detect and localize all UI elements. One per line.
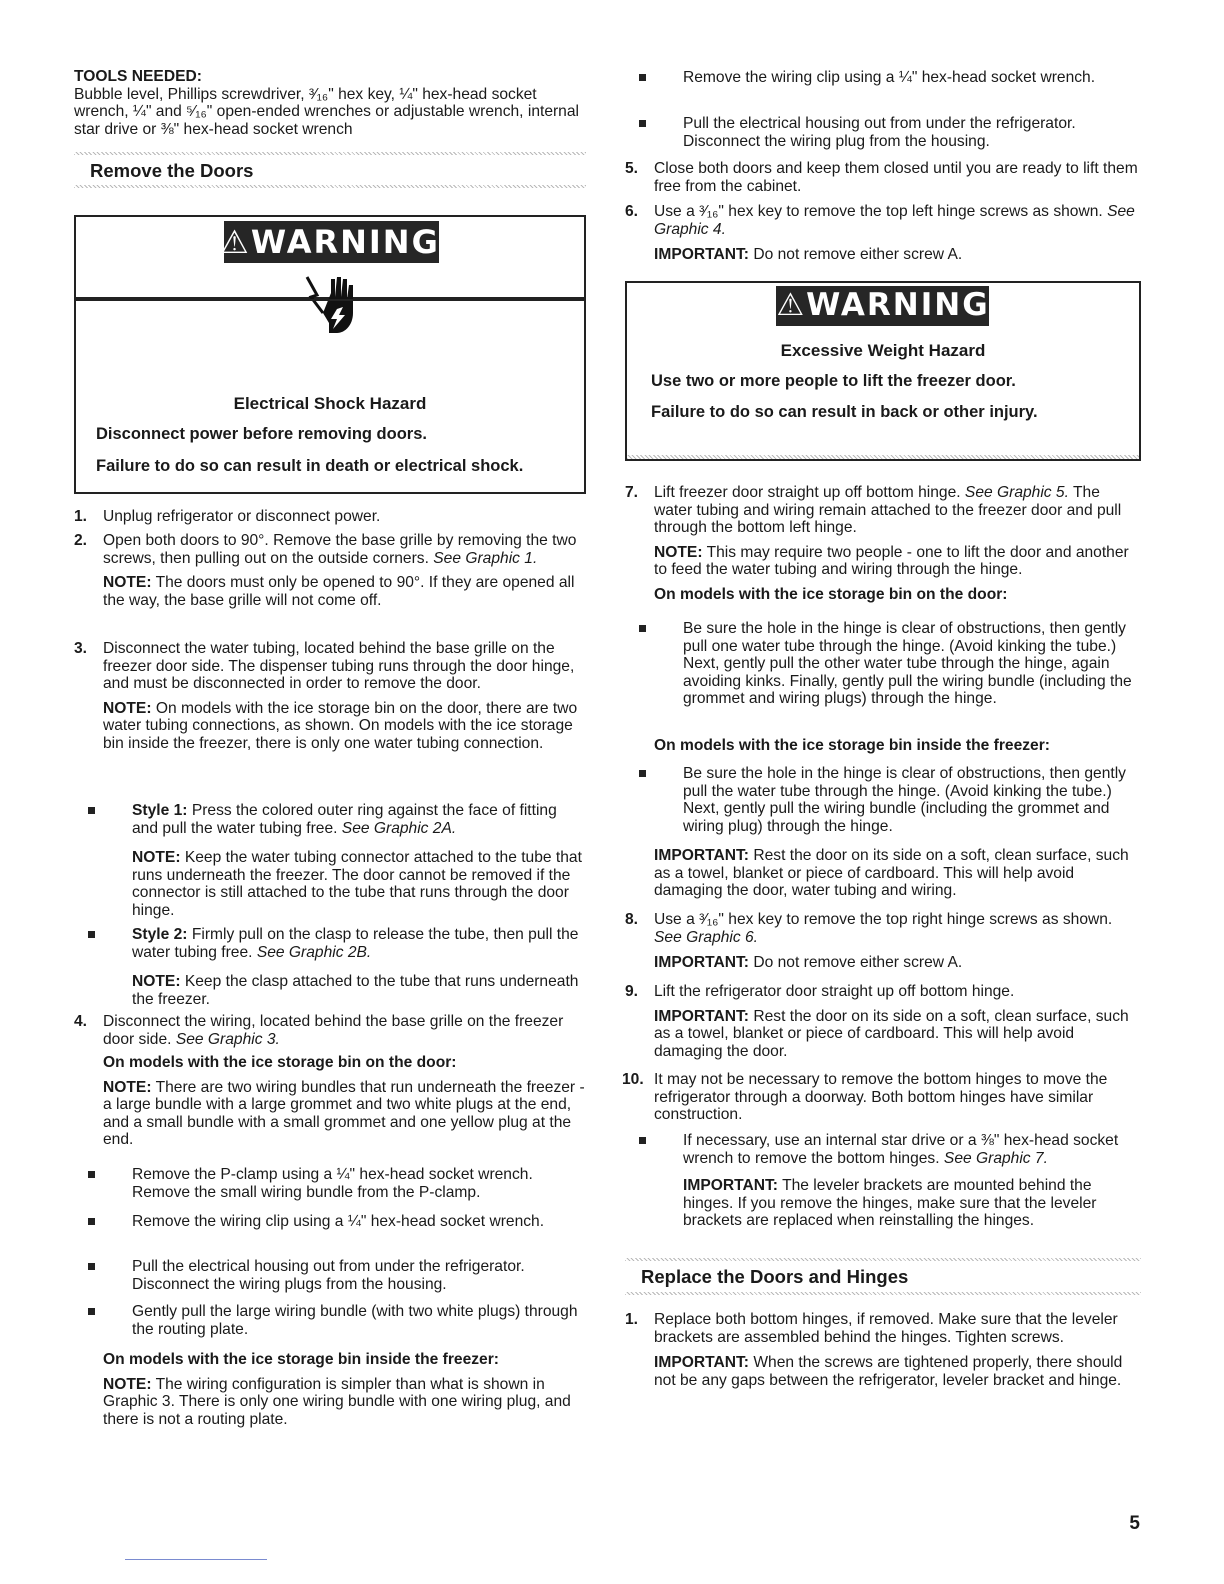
electrical-shock-hand-icon — [301, 273, 363, 337]
step-text: Lift the refrigerator door straight up off bottom hinge. — [654, 983, 1015, 1000]
bullet-text: Pull the electrical housing out from under the refrigerator. Disconnect the wiring plugs from the housing. — [132, 1258, 525, 1293]
bullet-square-icon — [88, 807, 95, 814]
bullet-text: If necessary, use an internal star drive or a ⅜" hex-head socket wrench to remove the bottom hinges. — [683, 1132, 1119, 1167]
inside-freezer-bullet-1 — [625, 69, 1141, 87]
bullet-square-icon — [88, 1171, 95, 1178]
bottom-hinge-bullet — [625, 1132, 1141, 1230]
inside-bin-bullet — [625, 765, 1141, 835]
electrical-shock-warning — [74, 215, 586, 494]
note-label: NOTE: — [103, 1375, 152, 1393]
important-text: Do not remove either screw A. — [753, 246, 963, 263]
graphic-ref: See Graphic 3. — [175, 1030, 280, 1048]
important-text: The leveler brackets are mounted behind the hinges. If you remove the hinges, make sure that the leveler brackets are replaced when reinstalling the hinges. — [683, 1177, 1097, 1229]
note-label: NOTE: — [132, 973, 181, 990]
bullet-square-icon — [639, 120, 646, 127]
step-text: Open both doors to 90°. Remove the base grille by removing the two screws, then pulling out on the outside corners. — [103, 532, 577, 567]
step-number: 9. — [625, 983, 639, 1000]
wiring-bullet-1 — [74, 1166, 586, 1201]
step-number: 7. — [625, 484, 639, 501]
graphic-ref: See Graphic 6. — [654, 928, 759, 946]
bullet-square-icon — [639, 1137, 646, 1144]
important-text: Do not remove either screw A. — [753, 954, 963, 971]
warning-title: ⚠WARNING — [776, 287, 990, 323]
subheading: On models with the ice storage bin inside the freezer: — [103, 1351, 499, 1368]
bullet-square-icon — [639, 770, 646, 777]
important-label: IMPORTANT: — [654, 954, 749, 971]
important-label: IMPORTANT: — [654, 1007, 749, 1025]
header-bottom-rule — [74, 185, 586, 188]
graphic-ref: See Graphic 2A. — [341, 819, 457, 837]
warning-divider — [76, 299, 584, 301]
note-text: This may require two people - one to lift the door and another to feed the water tubing and wiring through the hinge. — [654, 543, 1129, 578]
remove-step-7 — [625, 484, 1141, 603]
step-text-2: The water tubing and wiring remain attached to the freezer door and pull through the bottom left hinge. — [654, 484, 1122, 536]
header-top-rule — [625, 1258, 1141, 1261]
step-number: 10. — [622, 1071, 644, 1088]
inside-freezer-wiring — [103, 1351, 586, 1428]
bullet-text: Remove the wiring clip using a ¼" hex-head socket wrench. — [683, 69, 1096, 86]
step-number: 8. — [625, 911, 639, 928]
remove-step-10 — [622, 1071, 1141, 1124]
remove-step-4 — [74, 1013, 586, 1149]
step-number: 1. — [625, 1311, 639, 1328]
warning-band — [627, 283, 1139, 329]
step-7-important — [654, 847, 1141, 900]
warning-hazard: Electrical Shock Hazard — [233, 394, 427, 413]
wiring-bullet-3 — [74, 1258, 586, 1293]
step-number: 3. — [74, 640, 88, 657]
footer-rule — [125, 1559, 267, 1560]
remove-step-9 — [625, 983, 1141, 1060]
step-text: Replace both bottom hinges, if removed. Make sure that the leveler brackets are assembled behind the hinges. Tighten screws. — [654, 1311, 1118, 1346]
important-text: Rest the door on its side on a soft, clean surface, such as a towel, blanket or piece of cardboard. This will help avoid damaging the door. — [654, 1007, 1129, 1060]
graphic-ref: See Graphic 1. — [433, 549, 538, 567]
replace-doors-title: Replace the Doors and Hinges — [641, 1266, 909, 1287]
warning-hazard: Excessive Weight Hazard — [780, 341, 986, 360]
bullet-text: Gently pull the large wiring bundle (with two white plugs) through the routing plate. — [132, 1303, 578, 1338]
remove-step-5 — [625, 160, 1141, 195]
note-text: On models with the ice storage bin on the door, there are two water tubing connections, as shown. On models with the ice storage bin inside the freezer, there is only one water tubing connection. — [103, 699, 578, 752]
step-number: 6. — [625, 203, 639, 220]
style-label: Style 1: — [132, 802, 188, 819]
style-1-bullet — [74, 802, 586, 919]
header-bottom-rule — [625, 1292, 1141, 1295]
step-text: Use a ³⁄₁₆" hex key to remove the top left hinge screws as shown. — [654, 203, 1103, 220]
important-label: IMPORTANT: — [654, 1354, 749, 1371]
step-text: Disconnect the wiring, located behind the base grille on the freezer door side. — [103, 1013, 564, 1048]
step-number: 1. — [74, 508, 88, 525]
step-number: 2. — [74, 532, 88, 549]
graphic-ref: See Graphic 4. — [654, 203, 1135, 238]
remove-step-2 — [74, 532, 586, 609]
graphic-ref: See Graphic 5. — [964, 484, 1069, 501]
note-label: NOTE: — [103, 1078, 152, 1096]
remove-doors-header — [74, 152, 586, 188]
bullet-text: Remove the P-clamp using a ¼" hex-head socket wrench. Remove the small wiring bundle from the P-clamp. — [132, 1166, 533, 1201]
remove-doors-title: Remove the Doors — [90, 160, 254, 181]
note-text: Keep the water tubing connector attached to the tube that runs underneath the freezer. The door cannot be removed if the connector is still attached to the tube that runs through the door hinge. — [132, 849, 582, 919]
important-label: IMPORTANT: — [654, 847, 749, 864]
important-text: When the screws are tightened properly, there should not be any gaps between the refrigerator, leveler bracket and hinge. — [654, 1354, 1123, 1389]
subheading: On models with the ice storage bin on the door: — [654, 585, 1008, 603]
style-2-bullet — [74, 926, 586, 1008]
warning-line-1: Disconnect power before removing doors. — [96, 425, 427, 443]
warning-title: ⚠WARNING — [220, 223, 440, 261]
replace-doors-header — [625, 1258, 1141, 1294]
tools-heading: TOOLS NEEDED: — [74, 68, 202, 85]
bullet-square-icon — [88, 1218, 95, 1225]
bullet-text: Remove the wiring clip using a ¼" hex-head socket wrench. — [132, 1213, 545, 1230]
step-text: Unplug refrigerator or disconnect power. — [103, 508, 381, 525]
style-text: Press the colored outer ring against the face of fitting and pull the water tubing free. — [132, 802, 557, 837]
tools-section — [74, 68, 586, 138]
step-text: Lift freezer door straight up off bottom hinge. — [654, 484, 961, 501]
important-label: IMPORTANT: — [683, 1177, 778, 1194]
step-number: 4. — [74, 1013, 88, 1030]
note-label: NOTE: — [654, 543, 703, 561]
step-text: Close both doors and keep them closed until you are ready to lift them free from the cabinet. — [654, 160, 1138, 195]
bullet-text: Be sure the hole in the hinge is clear of obstructions, then gently pull the water tube through the hinge. (Avoid kinking the tube.) Next, gently pull the wiring bundle (including the grommet and wiring plug) through the hinge. — [683, 765, 1126, 835]
bullet-square-icon — [88, 931, 95, 938]
warning-band — [76, 217, 584, 267]
graphic-ref: See Graphic 7. — [943, 1149, 1048, 1167]
style-label: Style 2: — [132, 926, 188, 943]
important-text: Rest the door on its side on a soft, clean surface, such as a towel, blanket or piece of cardboard. This will help avoid damaging the door, water tubing and wiring. — [654, 847, 1129, 899]
note-text: There are two wiring bundles that run underneath the freezer - a large bundle with a large grommet and two white plugs at the end, and a small bundle with a small grommet and one yellow plug at the end. — [103, 1078, 585, 1148]
important-label: IMPORTANT: — [654, 246, 749, 263]
door-bin-bullet — [625, 620, 1141, 708]
note-label: NOTE: — [132, 849, 181, 866]
warning-line-2: Failure to do so can result in death or electrical shock. — [96, 457, 524, 475]
subheading: On models with the ice storage bin inside the freezer: — [654, 737, 1050, 754]
tools-text: Bubble level, Phillips screwdriver, ³⁄₁₆" hex key, ¼" hex-head socket wrench, ¼" and ⁵⁄₁₆" open-ended wrenches or adjustable wrench, internal star drive or ⅜" hex-head socket wrench — [74, 85, 579, 138]
step-text: Use a ³⁄₁₆" hex key to remove the top right hinge screws as shown. — [654, 911, 1113, 928]
subheading: On models with the ice storage bin on the door: — [103, 1054, 457, 1071]
bullet-square-icon — [88, 1308, 95, 1315]
graphic-ref: See Graphic 2B. — [256, 943, 372, 961]
bullet-square-icon — [639, 625, 646, 632]
warning-bottom-rule — [627, 455, 1139, 459]
note-label: NOTE: — [103, 574, 152, 591]
warning-line-2: Failure to do so can result in back or other injury. — [651, 403, 1038, 421]
remove-step-6 — [625, 203, 1141, 264]
bullet-text: Pull the electrical housing out from under the refrigerator. Disconnect the wiring plug from the housing. — [683, 115, 1076, 150]
note-label: NOTE: — [103, 699, 152, 717]
remove-step-8 — [625, 911, 1141, 972]
excessive-weight-warning — [625, 281, 1141, 461]
note-text: Keep the clasp attached to the tube that runs underneath the freezer. — [132, 973, 579, 1008]
wiring-bullet-4 — [74, 1303, 586, 1338]
warning-line-1: Use two or more people to lift the freezer door. — [651, 372, 1016, 390]
wiring-bullet-2 — [74, 1213, 586, 1231]
inside-freezer-subsection — [654, 737, 1141, 755]
remove-step-3 — [74, 640, 586, 752]
step-text: It may not be necessary to remove the bottom hinges to move the refrigerator through a doorway. Both bottom hinges have similar construction. — [654, 1071, 1108, 1123]
remove-step-1 — [74, 508, 586, 526]
bullet-square-icon — [88, 1263, 95, 1270]
step-text: Disconnect the water tubing, located behind the base grille on the freezer door side. The dispenser tubing runs through the door hinge, and must be disconnected in order to remove the door. — [103, 640, 575, 692]
bullet-square-icon — [639, 74, 646, 81]
header-top-rule — [74, 152, 586, 155]
bullet-text: Be sure the hole in the hinge is clear of obstructions, then gently pull one water tube through the hinge. (Avoid kinking the tube.) Next, gently pull the other water tube through the hinge, again avoiding kinks. Finally, gently pull the wiring bundle (including the grommet and wiring plugs) through the hinge. — [683, 620, 1132, 707]
note-text: The doors must only be opened to 90°. If they are opened all the way, the base grille will not come off. — [103, 574, 575, 609]
page-number: 5 — [1129, 1513, 1140, 1534]
note-text: The wiring configuration is simpler than what is shown in Graphic 3. There is only one wiring bundle with one wiring plug, and there is not a routing plate. — [103, 1375, 571, 1428]
step-number: 5. — [625, 160, 639, 177]
replace-step-1 — [625, 1311, 1141, 1389]
inside-freezer-bullet-2 — [625, 115, 1141, 150]
style-text: Firmly pull on the clasp to release the tube, then pull the water tubing free. — [132, 926, 579, 961]
